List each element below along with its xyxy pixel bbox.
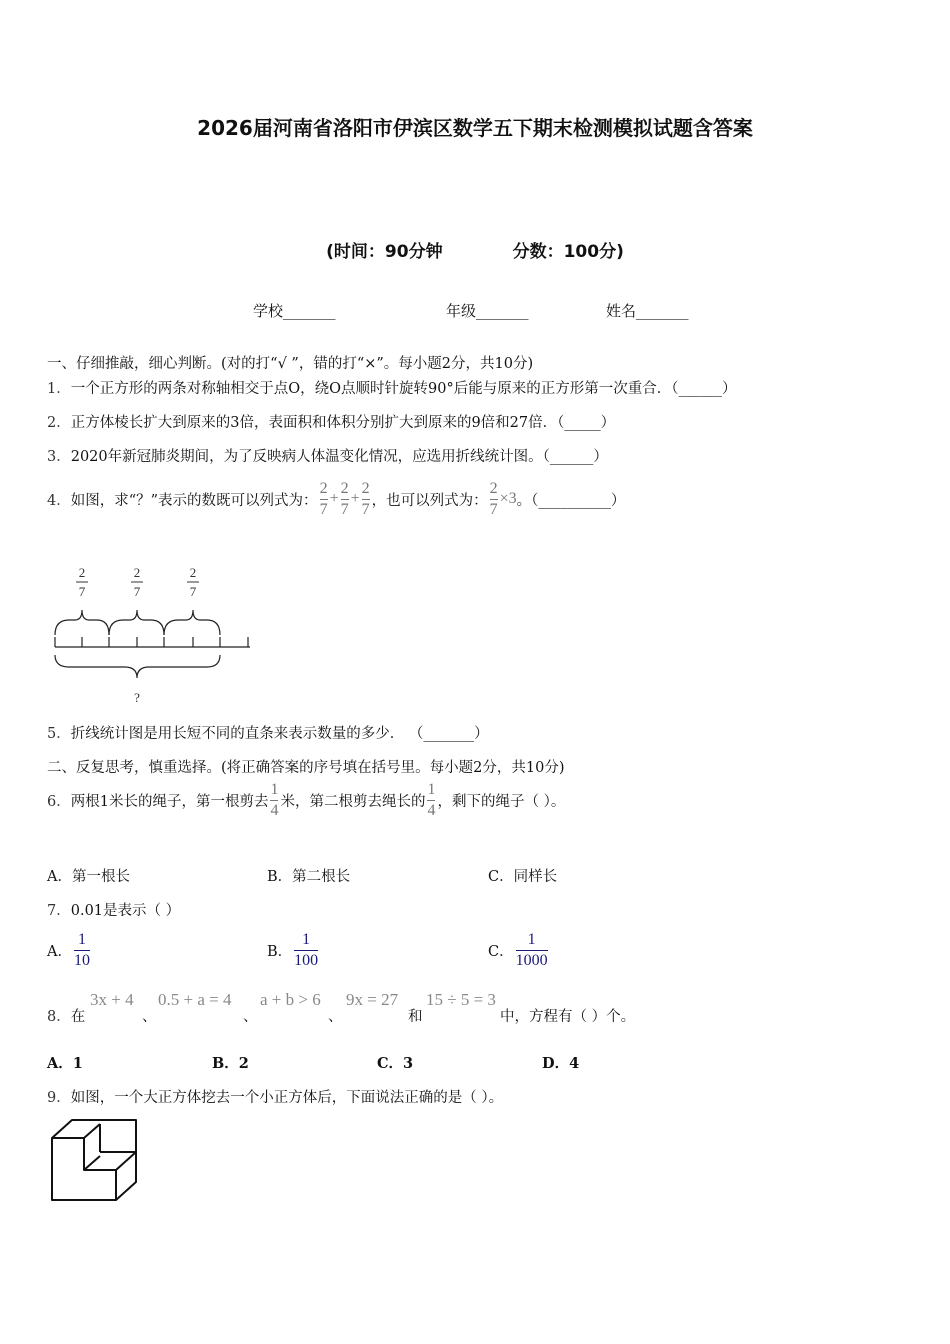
math-expression: 0.5 + a = 4 <box>158 990 232 1009</box>
page-title: 2026届河南省洛阳市伊滨区数学五下期末检测模拟试题含答案 <box>197 116 753 140</box>
question-number: 1． <box>47 381 71 397</box>
diagram-fraction-den: 7 <box>78 584 86 599</box>
plus-sign: + <box>350 490 360 508</box>
question-text: 正方体棱长扩大到原来的3倍，表面积和体积分别扩大到原来的9倍和27倍．（_____） <box>70 415 616 431</box>
question-text: 中，方程有（ ）个。 <box>500 1009 636 1025</box>
question-number: 4． <box>47 492 71 509</box>
question-1 <box>47 377 736 398</box>
option-label: A． <box>47 943 72 960</box>
option-a[interactable] <box>47 931 92 969</box>
math-expression: 15 ÷ 5 = 3 <box>426 990 496 1009</box>
question-text: 。（__________） <box>516 492 626 509</box>
fraction: $\frac{2}{7}$ <box>340 480 349 518</box>
fraction: $\frac{1}{1000}$ <box>515 931 548 969</box>
option-b[interactable] <box>267 931 320 969</box>
brace <box>164 610 220 635</box>
option-a[interactable]: A．第一根长 <box>47 869 130 885</box>
separator: 、 <box>328 1009 343 1025</box>
question-number: 2． <box>47 415 71 431</box>
question-3 <box>47 445 608 466</box>
fraction: $\frac{2}{7}$ <box>489 480 498 518</box>
separator: 、 <box>243 1009 258 1025</box>
fraction: $\frac{2}{7}$ <box>319 480 328 518</box>
question-number: 7． <box>47 903 71 919</box>
diagram-fraction-num: 2 <box>133 565 141 580</box>
option-label: C． <box>488 943 514 960</box>
brace <box>109 610 164 635</box>
and-word: 和 <box>408 1009 423 1025</box>
fraction: $\frac{1}{4}$ <box>270 781 279 819</box>
option-label: B． <box>267 943 293 960</box>
diagram-fraction-num: 2 <box>189 565 197 580</box>
question-7 <box>47 899 180 920</box>
question-8 <box>47 1005 85 1026</box>
brace <box>55 610 109 635</box>
diagram-question-mark: ? <box>134 690 140 705</box>
diagram-fraction-den: 7 <box>133 584 141 599</box>
question-number: 3． <box>47 449 71 465</box>
question-number: 5． <box>47 726 71 742</box>
question-number: 9． <box>47 1090 71 1106</box>
question-text: 在 <box>70 1009 86 1025</box>
question-text: 如图，一个大正方体挖去一个小正方体后，下面说法正确的是（ ）。 <box>70 1090 504 1106</box>
times-three: ×3 <box>499 490 517 508</box>
exam-score: 分数：100分) <box>512 242 624 262</box>
question-text: 两根1米长的绳子，第一根剪去 <box>70 793 269 810</box>
brace-bottom <box>55 655 220 678</box>
question-text: 一个正方形的两条对称轴相交于点O，绕O点顺时针旋转90°后能与原来的正方形第一次重合．（______） <box>70 381 737 397</box>
question-number: 8． <box>47 1009 71 1025</box>
math-expression: 9x = 27 <box>346 990 399 1009</box>
question-text: 如图，求“？”表示的数既可以列式为： <box>70 492 318 509</box>
question-4 <box>47 480 625 518</box>
math-expression: a + b > 6 <box>260 990 321 1009</box>
section-1-heading: 一、仔细推敲，细心判断。(对的打“√ ”，错的打“×”。每小题2分，共10分) <box>47 356 534 372</box>
question-text: 0.01是表示（ ） <box>70 903 181 919</box>
number-line-diagram <box>45 560 260 710</box>
option-b[interactable]: B．2 <box>212 1055 249 1072</box>
question-number: 6． <box>47 793 71 810</box>
exam-time: (时间：90分钟 <box>326 242 443 262</box>
question-2 <box>47 411 615 432</box>
option-a[interactable]: A．1 <box>47 1055 83 1072</box>
name-field: 姓名_______ <box>606 302 689 320</box>
math-expression: 3x + 4 <box>90 990 134 1009</box>
fraction: $\frac{1}{4}$ <box>427 781 436 819</box>
question-text: ，也可以列式为： <box>371 492 488 509</box>
question-9 <box>47 1086 503 1107</box>
fraction: $\frac{1}{10}$ <box>73 931 90 969</box>
school-field: 学校_______ <box>253 302 336 320</box>
question-text: 米，第二根剪去绳长的 <box>280 793 426 810</box>
option-b[interactable]: B．第二根长 <box>267 869 351 885</box>
grade-field: 年级_______ <box>446 302 529 320</box>
option-d[interactable]: D．4 <box>542 1055 580 1072</box>
cube-diagram <box>48 1116 143 1206</box>
exam-meta <box>0 237 950 262</box>
diagram-fraction-num: 2 <box>78 565 86 580</box>
option-c[interactable]: C．3 <box>377 1055 414 1072</box>
section-2-heading: 二、反复思考，慎重选择。(将正确答案的序号填在括号里。每小题2分，共10分) <box>47 760 565 776</box>
diagram-fraction-den: 7 <box>189 584 197 599</box>
fraction: $\frac{1}{100}$ <box>294 931 319 969</box>
question-6 <box>47 781 565 819</box>
question-text: 折线统计图是用长短不同的直条来表示数量的多少． （_______） <box>70 726 489 742</box>
question-5 <box>47 722 489 743</box>
question-text: ，剩下的绳子（ ）。 <box>437 793 566 810</box>
plus-sign: + <box>329 490 339 508</box>
option-c[interactable] <box>488 931 550 969</box>
question-text: 2020年新冠肺炎期间，为了反映病人体温变化情况，应选用折线统计图。（______） <box>70 449 608 465</box>
option-c[interactable]: C．同样长 <box>488 869 558 885</box>
fraction: $\frac{2}{7}$ <box>361 480 370 518</box>
separator: 、 <box>142 1009 157 1025</box>
